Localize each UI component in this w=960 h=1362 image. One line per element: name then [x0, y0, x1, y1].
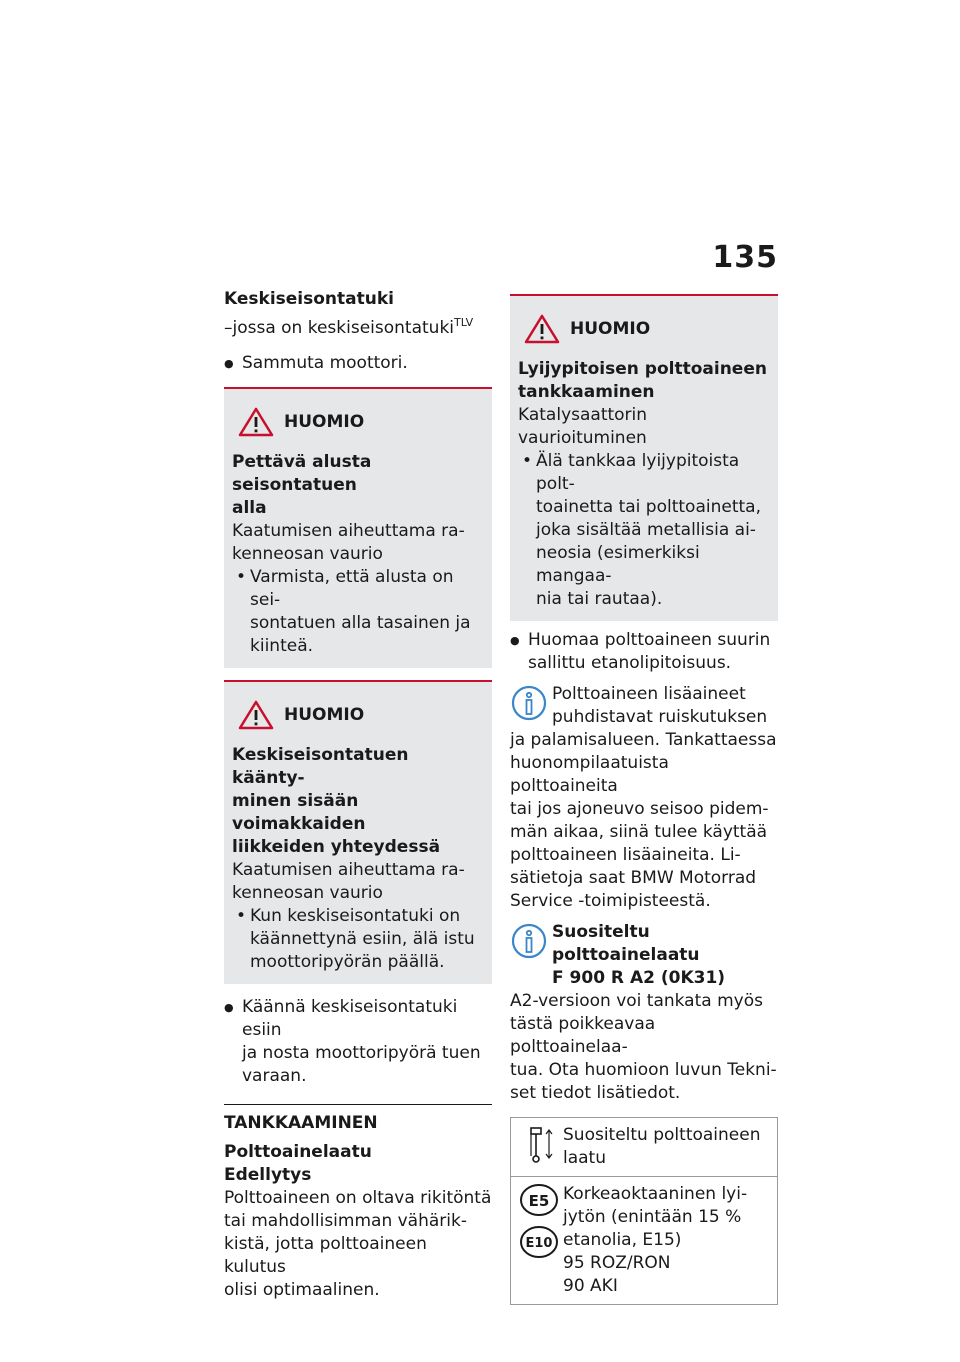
warning-cause: kenneosan vaurio — [232, 544, 383, 564]
warning-cause: Katalysaattorin vaurioituminen — [518, 405, 648, 448]
body-text: Polttoaineen on oltava rikitöntä — [224, 1188, 492, 1208]
info-text: huonompilaatuista polttoaineita — [510, 753, 669, 796]
body-text: kistä, jotta polttoaineen kulutus — [224, 1234, 427, 1277]
warning-heading: Keskiseisontatuen käänty- — [232, 745, 409, 788]
info-text: Service -toimipisteestä. — [510, 891, 711, 911]
warning-bullet: neosia (esimerkiksi mangaa- — [536, 543, 700, 586]
step-ethanol-content: sallittu etanolipitoisuus. — [528, 653, 732, 673]
table-cell: etanolia, E15) — [563, 1230, 682, 1250]
warning-title: HUOMIO — [570, 319, 651, 339]
fuel-pump-icon — [519, 1124, 559, 1164]
info-text: ja palamisalueen. Tankattaessa — [510, 730, 777, 750]
right-column — [510, 294, 778, 1305]
info-heading: F 900 R A2 (0K31) — [552, 968, 726, 988]
fuel-spec-table — [510, 1117, 778, 1305]
table-row — [511, 1118, 777, 1176]
body-text: tai mahdollisimman vähärik- — [224, 1211, 467, 1231]
warning-bullet: • Kun keskiseisontatuki on — [232, 905, 484, 928]
e10-label: E10 — [525, 1236, 553, 1251]
warning-bullet: käännettynä esiin, älä istu — [250, 929, 475, 949]
warning-bullet: kiinteä. — [250, 636, 314, 656]
table-cell: Suositeltu polttoaineen — [563, 1125, 761, 1145]
step-fold-stand: ● Käännä keskiseisontatuki esiin — [224, 996, 492, 1042]
warning-bullet: toainetta tai polttoainetta, — [536, 497, 761, 517]
warning-heading: liikkeiden yhteydessä — [232, 837, 441, 857]
info-text: A2-versioon voi tankata myös — [510, 991, 763, 1011]
subheading-center-stand: –jossa on keskiseisontatuki$^{TLV}$ — [224, 316, 474, 338]
table-cell: 95 ROZ/RON — [563, 1253, 671, 1273]
table-row — [511, 1176, 777, 1304]
warning-triangle-icon — [238, 407, 274, 437]
info-text: tua. Ota huomioon luvun Tekni- — [510, 1060, 777, 1080]
warning-heading: Lyijypitoisen polttoaineen — [518, 359, 767, 379]
info-icon — [510, 683, 548, 723]
table-cell: 90 AKI — [563, 1276, 618, 1296]
body-text: olisi optimaalinen. — [224, 1280, 380, 1300]
warning-cause: kenneosan vaurio — [232, 883, 383, 903]
warning-triangle-icon — [238, 700, 274, 730]
info-note-additives — [510, 683, 778, 913]
warning-triangle-icon — [524, 314, 560, 344]
info-text: sätietoja saat BMW Motorrad — [510, 868, 757, 888]
subheading-requirement: Edellytys — [224, 1165, 312, 1185]
table-cell: laatu — [563, 1148, 606, 1168]
info-icon — [510, 921, 548, 961]
subheading-fuel-grade: Polttoainelaatu — [224, 1142, 372, 1162]
step-stop-engine: ● Sammuta moottori. — [224, 352, 492, 375]
info-heading: Suositeltu polttoainelaatu — [552, 922, 700, 965]
step-fold-stand: varaan. — [242, 1066, 307, 1086]
warning-heading: minen sisään voimakkaiden — [232, 791, 366, 834]
warning-bullet: moottoripyörän päällä. — [250, 952, 445, 972]
warning-heading: Pettävä alusta seisontatuen — [232, 452, 372, 495]
warning-bullet: sontatuen alla tasainen ja — [250, 613, 471, 633]
info-text: Polttoaineen lisäaineet — [552, 684, 746, 704]
warning-title: HUOMIO — [284, 412, 365, 432]
warning-bullet: • Varmista, että alusta on sei- — [232, 566, 484, 612]
page-number: 135 — [712, 240, 778, 275]
warning-heading: alla — [232, 498, 267, 518]
info-text: tästä poikkeavaa polttoainelaa- — [510, 1014, 656, 1057]
warning-box-leaded-fuel — [510, 294, 778, 621]
step-ethanol-content: ● Huomaa polttoaineen suurin — [510, 629, 778, 652]
info-text: polttoaineen lisäaineita. Li- — [510, 845, 741, 865]
warning-cause: Kaatumisen aiheuttama ra- — [232, 521, 465, 541]
table-cell: Korkeaoktaaninen lyi- — [563, 1184, 748, 1204]
info-text: set tiedot lisätiedot. — [510, 1083, 681, 1103]
warning-bullet: joka sisältää metallisia ai- — [536, 520, 756, 540]
warning-box-surface — [224, 387, 492, 668]
warning-title: HUOMIO — [284, 705, 365, 725]
info-text: puhdistavat ruiskutuksen — [552, 707, 768, 727]
left-column — [224, 288, 492, 1302]
info-note-a2-fuel — [510, 921, 778, 1105]
warning-bullet: • Älä tankkaa lyijypitoista polt- — [518, 450, 770, 496]
step-fold-stand: ja nosta moottoripyörä tuen — [242, 1043, 481, 1063]
info-text: män aikaa, siinä tulee käyttää — [510, 822, 768, 842]
warning-bullet: nia tai rautaa). — [536, 589, 663, 609]
e5-fuel-icon — [519, 1183, 559, 1217]
heading-center-stand: Keskiseisontatuki — [224, 289, 394, 309]
info-text: tai jos ajoneuvo seisoo pidem- — [510, 799, 769, 819]
warning-box-stand-folding — [224, 680, 492, 984]
e10-fuel-icon — [519, 1225, 559, 1259]
section-title-refuelling: TANKKAAMINEN — [224, 1104, 492, 1133]
warning-heading: tankkaaminen — [518, 382, 655, 402]
e5-label: E5 — [528, 1192, 550, 1210]
table-cell: jytön (enintään 15 % — [563, 1207, 742, 1227]
warning-cause: Kaatumisen aiheuttama ra- — [232, 860, 465, 880]
